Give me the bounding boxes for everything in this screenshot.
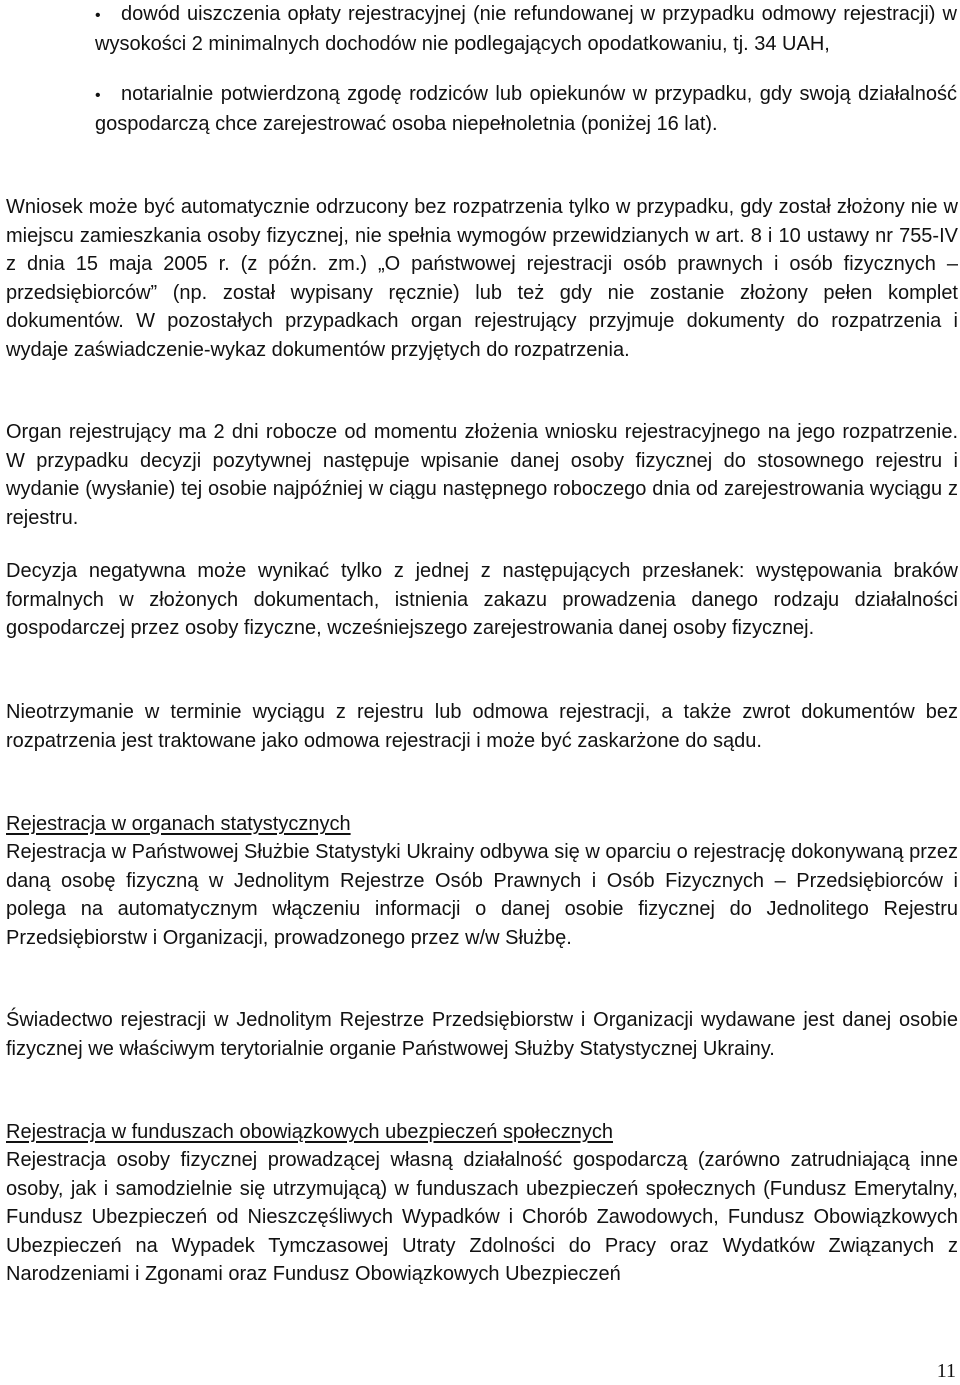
heading-statistics-registration: Rejestracja w organach statystycznych [6,813,351,835]
bullet-symbol: • [95,87,101,104]
bullet-text: notarialnie potwierdzoną zgodę rodziców lub opiekunów w przypadku, gdy swoją działalność gospodarczą chce zarejestrować osoba niepełnoletnia (poniżej 16 lat). [95,83,957,135]
paragraph-registration-certificate: Świadectwo rejestracji w Jednolitym Rejestrze Przedsiębiorstw i Organizacji wydawane jest danej osobie fizycznej we właściwym terytorialnie organie Państwowej Służby Statystycznej Ukrainy. [6,1009,958,1060]
paragraph-social-insurance-registration: Rejestracja osoby fizycznej prowadzącej własną działalność gospodarczą (zarówno zatrudniającą inne osoby, jak i samodzielnie się utrzymującą) w funduszach ubezpieczeń społecznych (Fundusz Emerytalny, Fundusz Ubezpieczeń od Nieszczęśliwych Wypadków i Chorób Zawodowych, Fundusz Obowiązkowych Ubezpieczeń na Wypadek Tymczasowej Utraty Zdolności do Pracy oraz Wydatków Związanych z Narodzeniami i Zgonami oraz Fundusz Obowiązkowych Ubezpieczeń [6,1149,958,1285]
paragraph-statistics-registration: Rejestracja w Państwowej Służbie Statystyki Ukrainy odbywa się w oparciu o rejestrację dokonywaną przez daną osobę fizyczną w Jednolitym Rejestrze Osób Prawnych i Osób Fizycznych – Przedsiębiorców i polega na automatycznym włączeniu informacji o danej osobie fizycznej do Jednolitego Rejestru Przedsiębiorstw i Organizacji, prowadzonego przez w/w Służbę. [6,841,958,949]
bullet-item [95,0,957,58]
paragraph-appeal: Nieotrzymanie w terminie wyciągu z rejestru lub odmowa rejestracji, a także zwrot dokumentów bez rozpatrzenia jest traktowane jako odmowa rejestracji i może być zaskarżone do sądu. [6,701,958,752]
paragraph-negative-decision: Decyzja negatywna może wynikać tylko z jednej z następujących przesłanek: występowania braków formalnych w złożonych dokumentach, istnienia zakazu prowadzenia danego rodzaju działalności gospodarczej przez osoby fizyczne, wcześniejszego zarejestrowania danej osoby fizycznej. [6,560,958,639]
bullet-item [95,80,957,138]
bullet-symbol: • [95,7,101,24]
heading-social-insurance-registration: Rejestracja w funduszach obowiązkowych ubezpieczeń społecznych [6,1121,613,1143]
paragraph-rejection-conditions: Wniosek może być automatycznie odrzucony bez rozpatrzenia tylko w przypadku, gdy został złożony nie w miejscu zamieszkania osoby fizycznej, nie spełnia wymogów przewidzianych w art. 8 i 10 ustawy nr 755-IV z dnia 15 maja 2005 r. (z późn. zm.) „O państwowej rejestracji osób prawnych i osób fizycznych – przedsiębiorców” (np. został wypisany ręcznie) lub też gdy nie zostanie złożony pełen komplet dokumentów. W pozostałych przypadkach organ rejestrujący przyjmuje dokumenty do rozpatrzenia i wydaje zaświadczenie-wykaz dokumentów przyjętych do rozpatrzenia. [6,196,958,361]
bullet-text: dowód uiszczenia opłaty rejestracyjnej (nie refundowanej w przypadku odmowy rejestracji) w wysokości 2 minimalnych dochodów nie podlegających opodatkowaniu, tj. 34 UAH, [95,3,957,55]
page-number: 11 [936,1360,956,1382]
paragraph-processing-time: Organ rejestrujący ma 2 dni robocze od momentu złożenia wniosku rejestracyjnego na jego rozpatrzenie. W przypadku decyzji pozytywnej następuje wpisanie danej osoby fizycznej do stosownego rejestru i wydanie (wysłanie) tej osobie najpóźniej w ciągu następnego roboczego dnia od zarejestrowania wyciągu z rejestru. [6,421,958,529]
